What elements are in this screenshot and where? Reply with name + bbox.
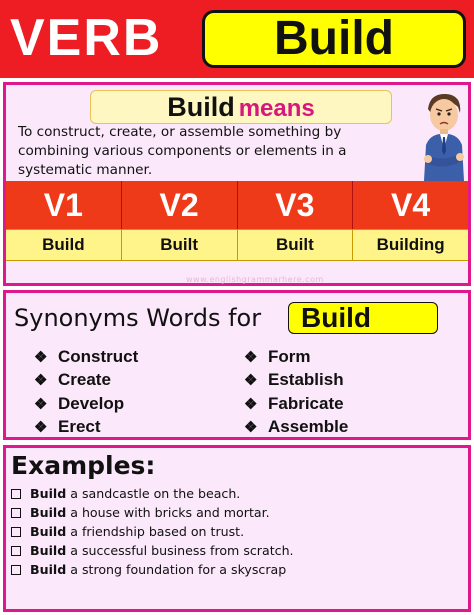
example-text: a sandcastle on the beach. [70,486,241,501]
synonym-item [244,392,348,416]
synonym-item [34,416,138,440]
example-item [11,541,294,560]
checkbox-bullet-icon [11,565,21,575]
synonyms-title: Synonyms Words for [14,304,262,332]
example-item [11,560,294,579]
examples-title: Examples: [11,451,156,480]
confused-man-avatar [416,89,470,181]
diamond-bullet-icon: ❖ [34,395,48,413]
examples-list [11,484,294,579]
verb-label: VERB [10,9,163,67]
diamond-bullet-icon: ❖ [34,348,48,366]
checkbox-bullet-icon [11,508,21,518]
example-item [11,484,294,503]
form-word-v2: Built [122,230,238,260]
synonym-text: Erect [58,417,101,437]
diamond-bullet-icon: ❖ [34,372,48,390]
example-item [11,503,294,522]
synonyms-word-box [288,302,438,334]
example-verb: Build [30,562,67,577]
diamond-bullet-icon: ❖ [34,419,48,437]
header-banner [0,0,474,78]
example-text: a strong foundation for a skyscrap [70,562,287,577]
synonym-item [34,369,138,393]
example-verb: Build [30,524,67,539]
example-verb: Build [30,505,67,520]
checkbox-bullet-icon [11,527,21,537]
examples-panel [3,445,471,612]
diamond-bullet-icon: ❖ [244,419,258,437]
definition-text: To construct, create, or assemble something by combining various components or elements in a systematic manner. [18,124,347,178]
synonym-text: Fabricate [268,393,344,413]
form-word-v3: Built [238,230,354,260]
diamond-bullet-icon: ❖ [244,395,258,413]
form-header-v1: V1 [6,181,122,229]
form-word-v1: Build [6,230,122,260]
synonyms-word: Build [301,302,371,333]
verb-forms-word-row [6,229,468,261]
example-text: a house with bricks and mortar. [70,505,270,520]
diamond-bullet-icon: ❖ [244,372,258,390]
synonyms-list-left [34,345,138,439]
synonym-text: Assemble [268,417,349,437]
synonym-item [244,369,348,393]
diamond-bullet-icon: ❖ [244,348,258,366]
headword: Build [202,10,466,68]
synonym-text: Create [58,370,111,390]
means-heading-suffix: means [238,95,315,122]
form-header-v3: V3 [238,181,354,229]
synonym-item [34,345,138,369]
synonym-text: Establish [268,370,344,390]
example-verb: Build [30,486,67,501]
means-heading [90,90,392,124]
synonyms-panel [3,290,471,440]
form-header-v4: V4 [391,187,431,223]
watermark: www.englishgrammarhere.com [186,275,324,284]
synonym-text: Construct [58,346,139,366]
checkbox-bullet-icon [11,546,21,556]
checkbox-bullet-icon [11,489,21,499]
example-verb: Build [30,543,67,558]
means-heading-word: Build [167,92,235,122]
example-item [11,522,294,541]
synonym-item [34,392,138,416]
synonyms-list-right [244,345,348,439]
verb-forms-header-row [6,181,468,229]
synonym-item [244,345,348,369]
synonym-item [244,416,348,440]
example-text: a successful business from scratch. [70,543,294,558]
synonym-text: Form [268,346,311,366]
meaning-panel [3,82,471,286]
form-word-v4: Building [376,235,445,254]
verb-forms-table [6,181,468,261]
synonym-text: Develop [58,393,125,413]
form-header-v2: V2 [122,181,238,229]
example-text: a friendship based on trust. [70,524,245,539]
